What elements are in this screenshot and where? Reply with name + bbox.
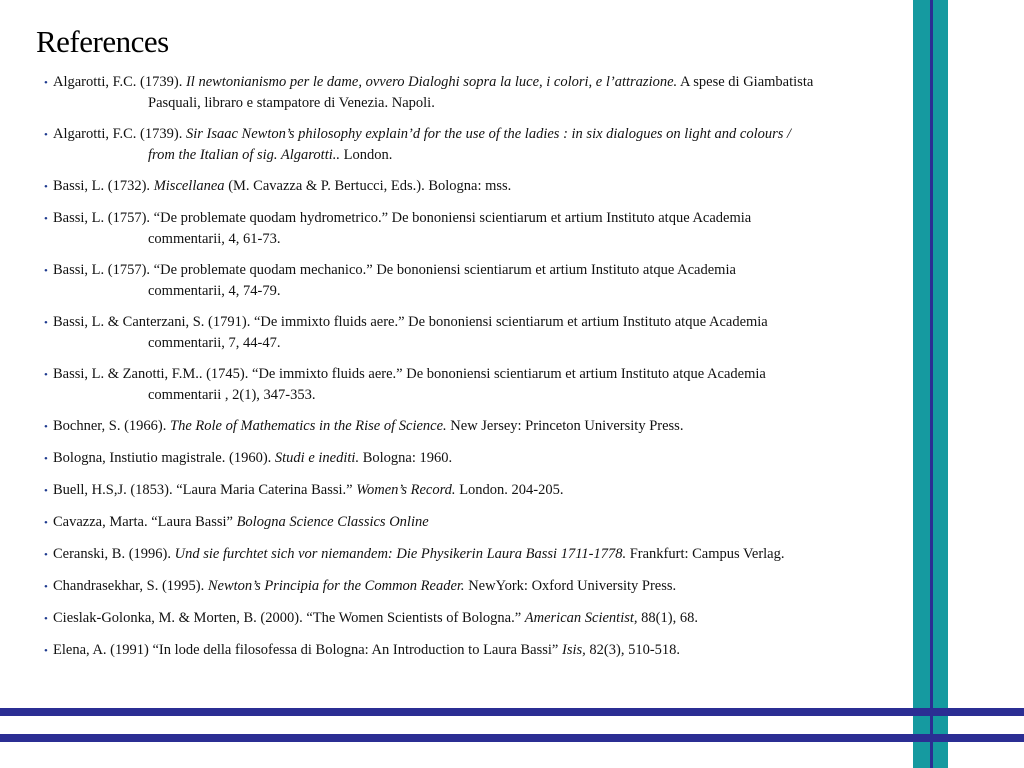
list-item (44, 608, 814, 629)
list-item (44, 576, 814, 597)
ref-detail: (M. Cavazza & P. Bertucci, Eds.). Bologna: mss. (224, 178, 512, 194)
list-item (44, 416, 814, 437)
ref-text: Ceranski, B. (1996). (53, 546, 175, 562)
bullet-icon: • (44, 369, 48, 381)
decorative-horizontal-line-1 (0, 708, 1024, 716)
ref-title: American Scientist, (524, 610, 638, 626)
ref-text: Bochner, S. (1966). (53, 418, 171, 434)
ref-detail: NewYork: Oxford University Press. (464, 578, 677, 594)
ref-detail: Frankfurt: Campus Verlag. (626, 546, 785, 562)
ref-text: Chandrasekhar, S. (1995). (53, 578, 208, 594)
ref-text: Bassi, L. (1757). “De problemate quodam mechanico.” De bononiensi scientiarum et artium Instituto atque Academia commentarii, 4, 74-79. (53, 262, 736, 299)
list-item (44, 124, 814, 165)
list-item (44, 208, 814, 249)
ref-title: Und sie furchtet sich vor niemandem: Die Physikerin Laura Bassi 1711-1778. (174, 546, 627, 562)
bullet-icon: • (44, 421, 48, 433)
list-item (44, 480, 814, 501)
ref-title: Bologna Science Classics Online (236, 514, 429, 530)
bullet-icon: • (44, 613, 48, 625)
ref-detail: 88(1), 68. (637, 610, 698, 626)
ref-text: Elena, A. (1991) “In lode della filosofessa di Bologna: An Introduction to Laura Bassi” (53, 642, 562, 658)
bullet-icon: • (44, 485, 48, 497)
ref-title: Newton’s Principia for the Common Reader. (207, 578, 465, 594)
bullet-icon: • (44, 517, 48, 529)
ref-title: Studi e inediti. (274, 450, 360, 466)
page-title: References (36, 24, 169, 59)
ref-detail: 82(3), 510-518. (585, 642, 681, 658)
ref-title: Il newtonianismo per le dame, ovvero Dialoghi sopra la luce, i colori, e l’attrazione. (185, 74, 678, 90)
ref-text: Bologna, Instiutio magistrale. (1960). (53, 450, 275, 466)
bullet-icon: • (44, 129, 48, 141)
ref-text: Cieslak-Golonka, M. & Morten, B. (2000). “The Women Scientists of Bologna.” (53, 610, 525, 626)
list-item (44, 176, 814, 197)
list-item (44, 640, 814, 661)
ref-title: Sir Isaac Newton’s philosophy explain’d for the use of the ladies : in six dialogues on light and colours / from the Italian of sig. Algarotti.. (148, 126, 792, 163)
bullet-icon: • (44, 265, 48, 277)
ref-text: Bassi, L. & Zanotti, F.M.. (1745). “De immixto fluids aere.” De bononiensi scientiarum et artium Instituto atque Academia commentarii , 2(1), 347-353. (53, 366, 766, 403)
bullet-icon: • (44, 549, 48, 561)
ref-detail: London. 204-205. (455, 482, 564, 498)
ref-detail: London. (340, 147, 393, 163)
bullet-icon: • (44, 213, 48, 225)
ref-title: The Role of Mathematics in the Rise of Science. (170, 418, 447, 434)
ref-title: Miscellanea (153, 178, 225, 194)
references-list (44, 72, 814, 672)
list-item (44, 260, 814, 301)
list-item (44, 72, 814, 113)
list-item (44, 448, 814, 469)
ref-text: Algarotti, F.C. (1739). (53, 74, 186, 90)
bullet-icon: • (44, 645, 48, 657)
ref-text: Buell, H.S,J. (1853). “Laura Maria Caterina Bassi.” (53, 482, 357, 498)
decorative-horizontal-line-2 (0, 734, 1024, 742)
list-item (44, 512, 814, 533)
ref-text: Bassi, L. (1757). “De problemate quodam hydrometrico.” De bononiensi scientiarum et artium Instituto atque Academia commentarii, 4, 61-73. (53, 210, 752, 247)
ref-text: Bassi, L. & Canterzani, S. (1791). “De immixto fluids aere.” De bononiensi scientiarum et artium Instituto atque Academia commentarii, 7, 44-47. (53, 314, 768, 351)
ref-detail: New Jersey: Princeton University Press. (446, 418, 684, 434)
list-item (44, 544, 814, 565)
ref-title: Isis, (562, 642, 586, 658)
ref-text: Algarotti, F.C. (1739). (53, 126, 186, 142)
list-item (44, 364, 814, 405)
ref-detail: A spese di Giambatista Pasquali, libraro e stampatore di Venezia. Napoli. (148, 74, 814, 111)
ref-detail: Bologna: 1960. (359, 450, 453, 466)
bullet-icon: • (44, 453, 48, 465)
bullet-icon: • (44, 77, 48, 89)
bullet-icon: • (44, 581, 48, 593)
ref-title: Women’s Record. (356, 482, 456, 498)
list-item (44, 312, 814, 353)
ref-text: Bassi, L. (1732). (53, 178, 154, 194)
bullet-icon: • (44, 317, 48, 329)
decorative-vertical-line (930, 0, 933, 768)
bullet-icon: • (44, 181, 48, 193)
ref-text: Cavazza, Marta. “Laura Bassi” (53, 514, 237, 530)
